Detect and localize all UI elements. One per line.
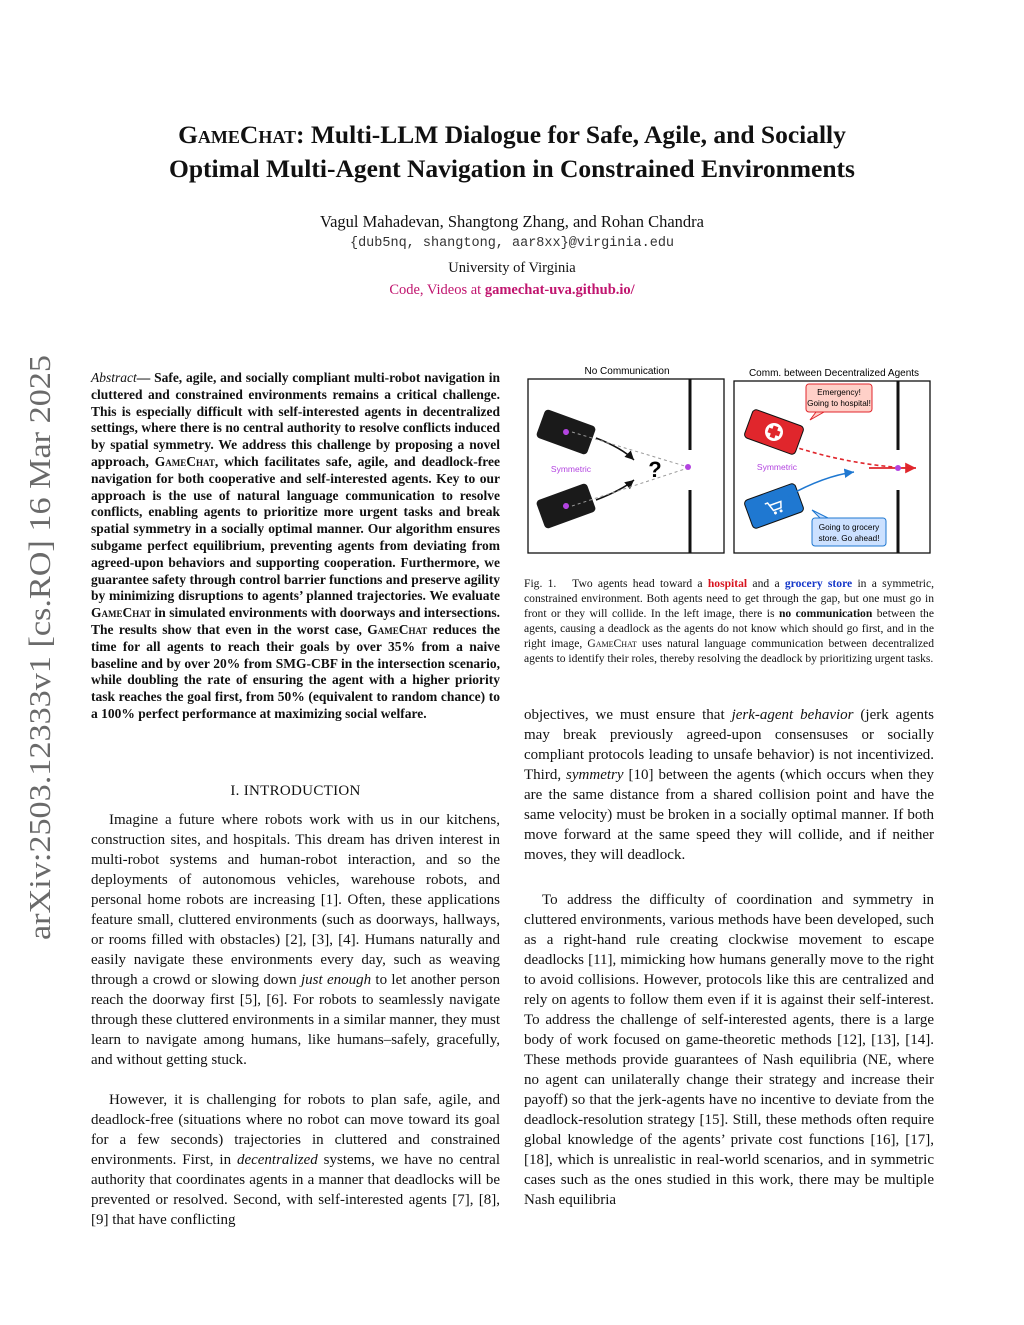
intro-p1-em: just enough (300, 972, 372, 988)
intro-p1-b: to let another person reach the doorway first [5], [6]. For robots to seamlessly navigate through these cluttered environments in a similar manner, they must learn to navigate among humans, like humans–safely, gracefully, and without getting stuck. (91, 972, 500, 1068)
arxiv-id-text: arXiv:2503.12333v1 [cs.RO] 16 Mar 2025 (22, 409, 57, 940)
right-p1-b: (jerk agents may break previously agreed-upon consensuses or socially compliant protocols leading to unsafe behavior) is not incentivized. Third, (524, 707, 934, 783)
bubble-hospital-line2: Going to hospital! (807, 399, 871, 408)
figure-1 (524, 360, 936, 560)
section-heading-introduction: I. INTRODUCTION (230, 783, 361, 799)
abstract-label: Abstract (91, 370, 137, 385)
abstract-name2: GameChat (91, 605, 152, 621)
caption-c5: uses natural language communication between decentralized agents to identify their roles, thereby resolving the deadlock by prioritizing urgent tasks. (524, 637, 934, 665)
abstract-seg1: Safe, agile, and socially compliant multi-robot navigation in cluttered and constrained environments remains a critical challenge. This is especially difficult with self-interested agents in decentralized settings, where there is no central authority to resolve conflicts induced by spatial symmetry. We address this challenge by proposing a novel approach, (91, 370, 500, 469)
speech-bubble-hospital (806, 384, 872, 420)
arxiv-side-label (12, 350, 62, 940)
intro-p1-a: Imagine a future where robots work with us in our kitchens, construction sites, and hospitals. This dream has driven interest in multi-robot systems and human-robot interaction, and so the deployments of autonomous vehicles, warehouse robots, and personal home robots are increasing [1]. Often, these applications feature small, cluttered environments (such as doorways, hallways, or rooms filled with obstacles) [2], [3], [4]. Humans naturally and easily navigate these environments every day, such as weaving through a crowd or slowing down (91, 812, 500, 988)
right-p1-c: [10] between the agents (which occurs when they are the same distance from a shared collision point and have the same velocity) must be broken in a socially optimal manner. If both move forward at the same speed they will collide, and if neither moves, they will deadlock. (524, 767, 934, 863)
right-p1-a: objectives, we must ensure that (524, 707, 732, 723)
abstract-seg2: , which facilitates safe, agile, and deadlock-free navigation for both cooperative and self-interested agents. Key to our approach is the use of natural language communication to resolve conflicts, enabling agents to prioritize more urgent tasks and break spatial symmetry in a socially optimal manner. Our algorithm ensures subgame perfect equilibrium, preventing agents from deviating from agreed-upon behaviors and supporting cooperation. Furthermore, we guarantee safety through control barrier functions and preserve agility by minimizing disruptions to agents’ planned trajectories. We evaluate (91, 453, 501, 604)
abstract (91, 370, 500, 723)
right-symmetric-label: Symmetric (756, 462, 798, 472)
caption-system-name: GameChat (587, 637, 637, 650)
title-line1-rest: : Multi-LLM Dialogue for Safe, Agile, and Socially (296, 120, 846, 149)
caption-c3: in a symmetric, constrained environment. Both agents need to get through the gap, but one must go in front or they will collide. In the left image, there is (524, 577, 934, 620)
author-list: Vagul Mahadevan, Shangtong Zhang, and Rohan Chandra (320, 212, 704, 231)
hospital-agent (743, 409, 804, 456)
right-p2-text: To address the difficulty of coordination and symmetry in cluttered environments, various methods have been developed, such as a right-hand rule creating clockwise movement to escape deadlocks [11], mimicking how humans generally move to the right to avoid collisions. However, protocols like this are centralized and rely on agents to follow them even if it is against their self-interest. To address the challenge of self-interested agents, there is a large body of work focused on game-theoretic methods [12], [13], [14]. These methods provide guarantees of Nash equilibria (NE, where no agent can unilaterally change their strategy and increase their payoff) so that the jerk-agents have no incentive to deviate from the deadlock-resolution strategy [15]. Still, these methods often require global knowledge of the agents’ private cost functions [16], [17], [18], which is unrealistic in real-world scenarios, and in symmetric cases such as the ones studied in this work, there may be multiple Nash equilibria (524, 892, 934, 1208)
affiliation: University of Virginia (448, 260, 576, 276)
intro-p2-b: systems, we have no central authority that coordinates agents in a manner that deadlocks will be prevented or resolved. Second, with self-interested agents [7], [8], [9] that have conflicting (91, 1152, 500, 1228)
caption-hospital: hospital (707, 577, 748, 590)
right-p1-em1: jerk-agent behavior (731, 707, 854, 723)
right-panel-title: Comm. between Decentralized Agents (748, 368, 920, 379)
hospital-path (786, 444, 906, 468)
speech-bubble-grocery (812, 510, 886, 546)
left-dash-top (572, 432, 688, 467)
intro-paragraph-1 (91, 810, 500, 1070)
paper-title (80, 118, 944, 186)
title-line2: Optimal Multi-Agent Navigation in Constrained Environments (169, 154, 855, 183)
caption-c2: and a (747, 577, 785, 590)
caption-c4: between the agents, causing a deadlock as the agents do not know which should go first, and in the right image, (524, 607, 934, 650)
links-prefix: Code, Videos at (389, 282, 485, 298)
caption-c1: Two agents head toward a (572, 577, 708, 590)
project-links (0, 282, 1024, 299)
left-panel-title: No Communication (584, 366, 670, 377)
right-goal-point (895, 465, 901, 471)
right-paragraph-2 (524, 890, 934, 1210)
intro-p2-em: decentralized (236, 1152, 318, 1168)
bubble-grocery-line2: store. Go ahead! (818, 534, 880, 543)
caption-no-communication: no communication (778, 607, 873, 620)
question-mark-icon: ? (648, 457, 662, 482)
figure-1-caption (524, 576, 934, 666)
right-paragraph-1 (524, 705, 934, 865)
bubble-hospital-line1: Emergency! (817, 388, 861, 397)
abstract-name1: GameChat (154, 453, 215, 469)
caption-grocery: grocery store (784, 577, 853, 590)
abstract-seg4: reduces the time for all agents to reach their goals by over 35% from a naive baseline and by over 20% from SMG-CBF in the intersection scenario, while doubling the rate of ensuring the agent with a higher priority task reaches the goal first, from 50% (equivalent to random chance) to a 100% perfect performance at maximizing social welfare. (91, 621, 500, 721)
bubble-grocery-line1: Going to grocery (818, 523, 880, 532)
abstract-seg3: in simulated environments with doorways and intersections. The results show that even in the worst case, (91, 605, 500, 637)
right-p1-em2: symmetry (566, 767, 624, 783)
grocery-agent (743, 483, 804, 530)
left-symmetric-label: Symmetric (550, 464, 592, 474)
intro-p2-a: However, it is challenging for robots to plan safe, agile, and deadlock-free (situations where no robot can move toward its goal for a few seconds) trajectories in cluttered and constrained environments. First, in (91, 1092, 500, 1168)
left-agent-bottom (535, 483, 596, 530)
abstract-dash: — (136, 370, 155, 385)
left-agent-top (535, 409, 596, 456)
title-system-name: GameChat (178, 120, 296, 149)
intro-paragraph-2 (91, 1090, 500, 1230)
project-url-link[interactable]: gamechat-uva.github.io/ (484, 282, 635, 298)
left-path-bottom (596, 480, 634, 500)
abstract-name3: GameChat (367, 621, 428, 637)
author-emails: {dub5nq, shangtong, aar8xx}@virginia.edu (349, 236, 675, 251)
caption-label: Fig. 1. (524, 577, 557, 590)
left-goal-point (685, 464, 691, 470)
